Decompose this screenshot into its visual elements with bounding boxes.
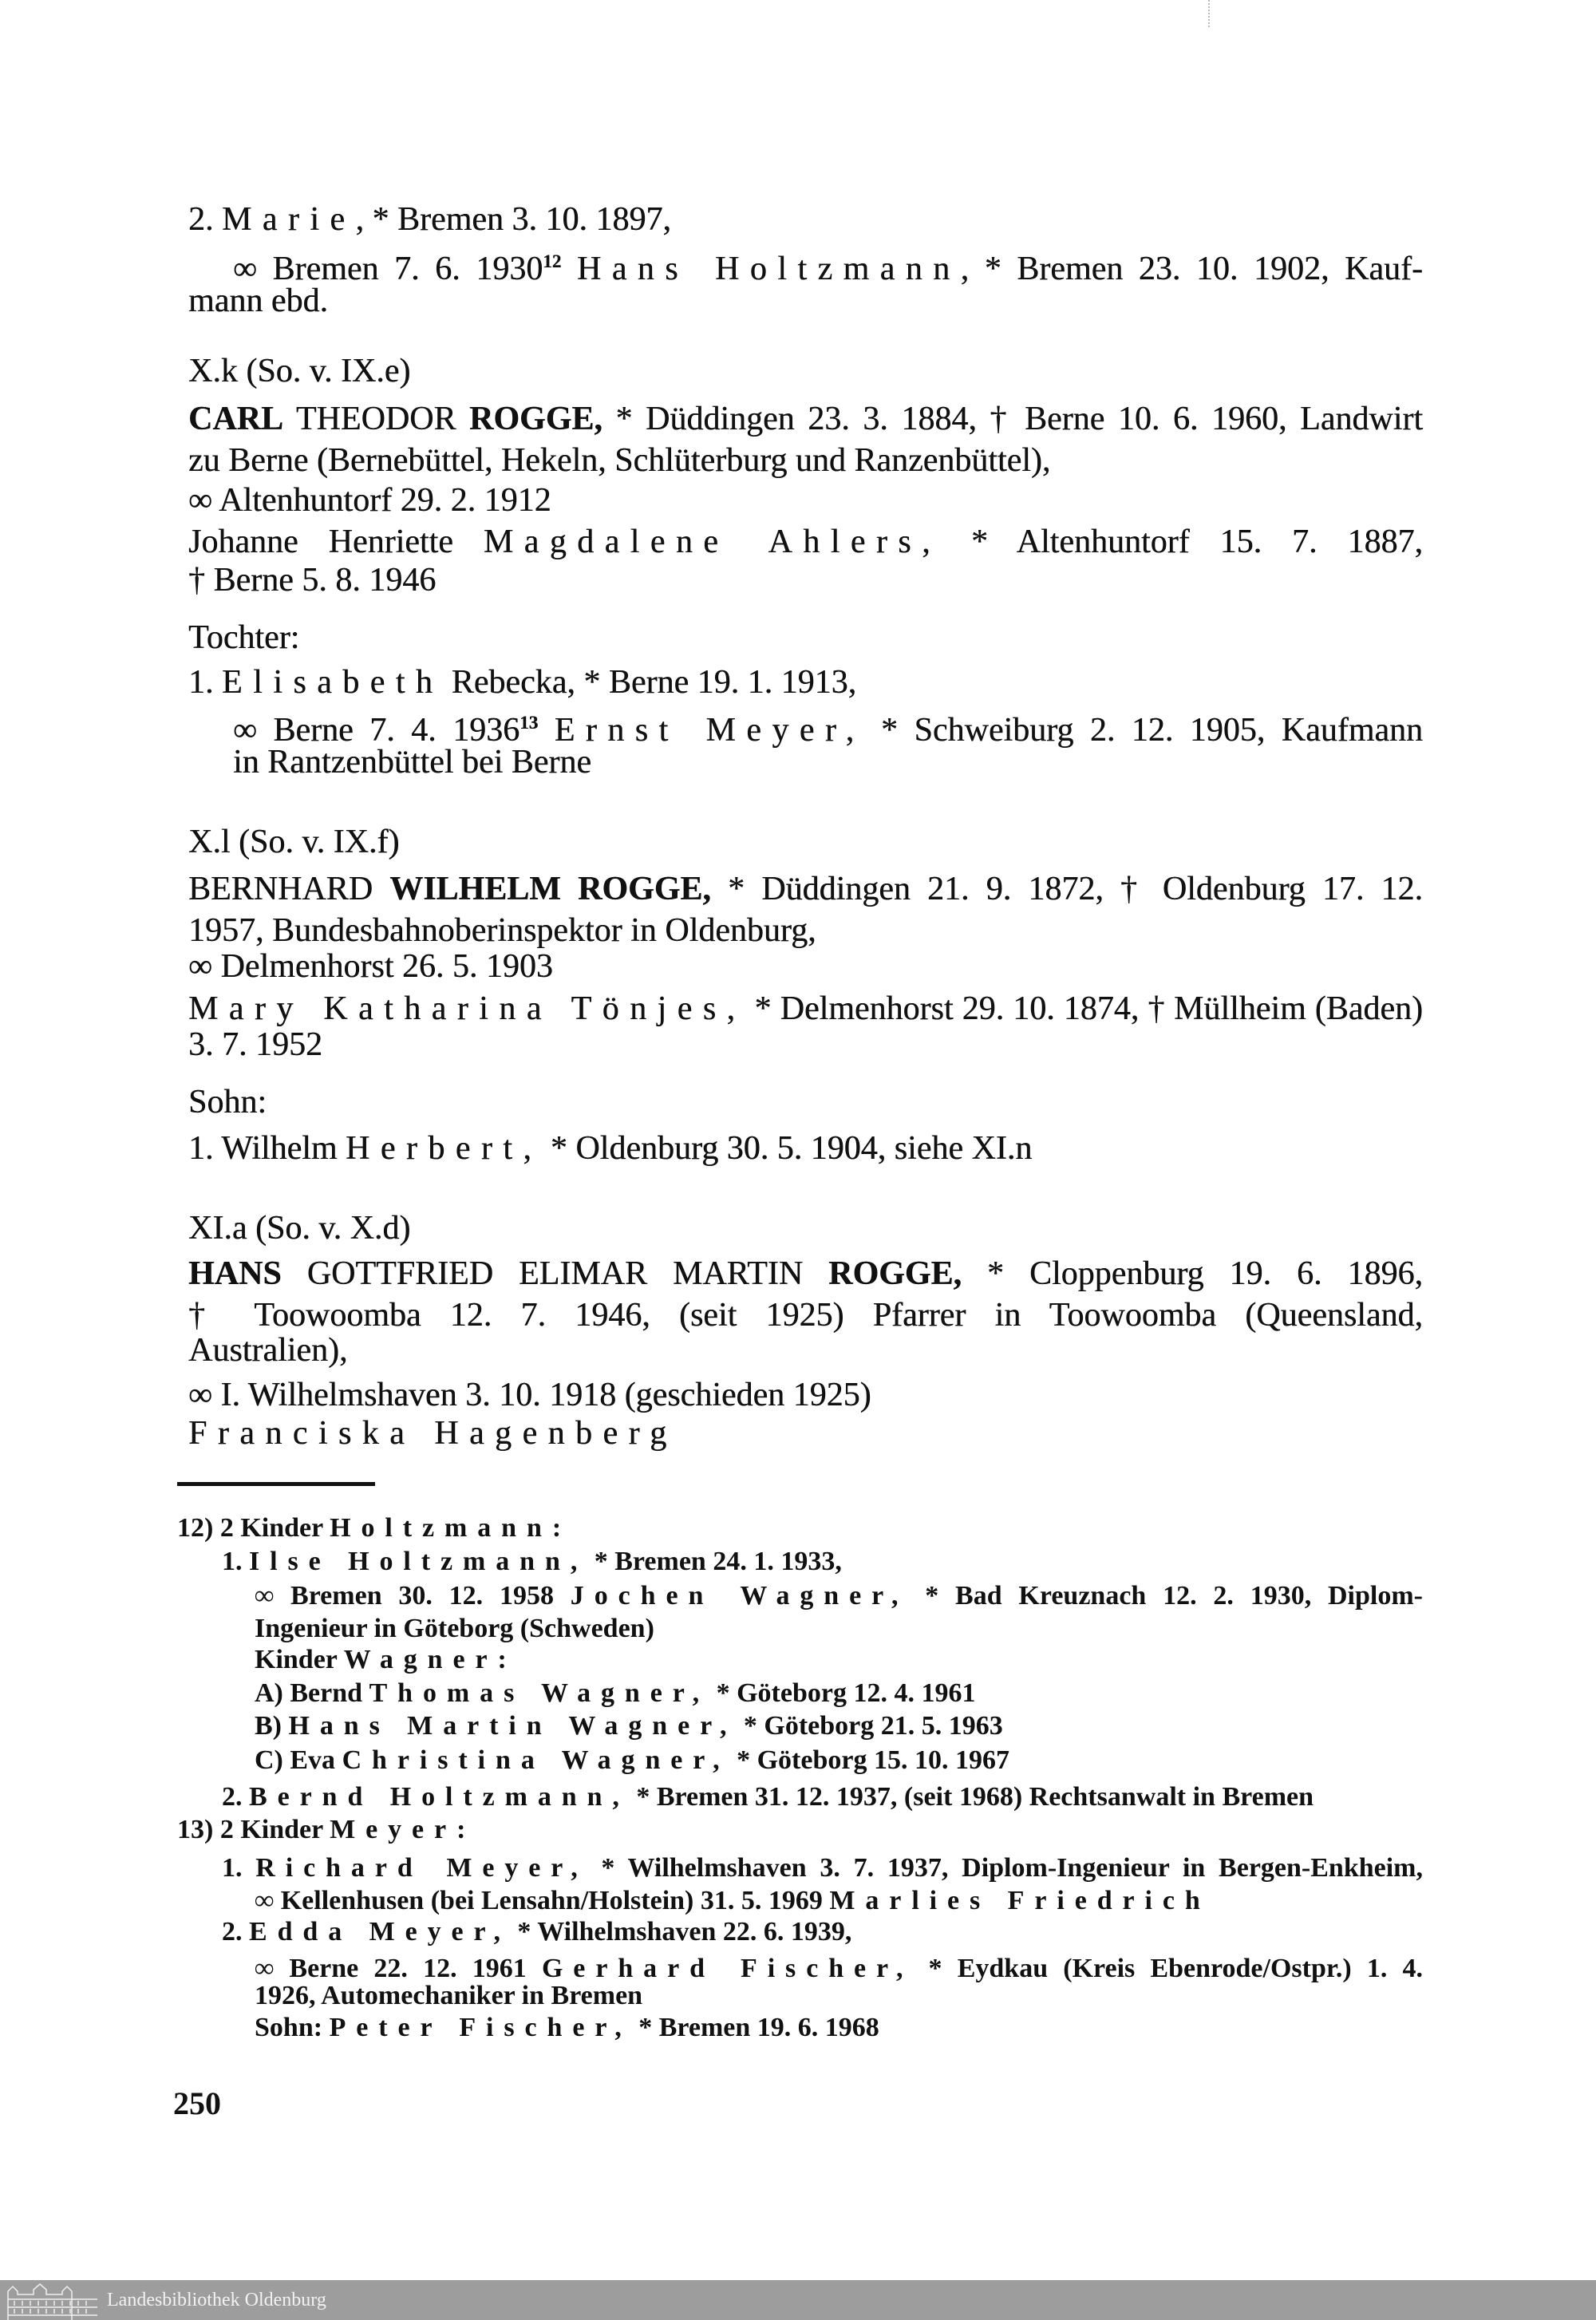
name-spaced: Holtzmann:: [330, 1513, 572, 1543]
text-segment: † Berne 5. 8. 1946: [188, 562, 437, 599]
text-line: [188, 200, 671, 239]
name-bold: WILHELM ROGGE,: [389, 871, 711, 907]
text-line: [255, 1745, 1009, 1777]
text-segment: ∞ Bremen 30. 12. 1958: [255, 1581, 571, 1611]
text-line: [255, 1613, 654, 1645]
text-segment: 1. Wilhelm: [188, 1130, 346, 1167]
text-segment: * Bremen 24. 1. 1933,: [587, 1547, 842, 1576]
text-line: [188, 1254, 1423, 1294]
name-bold: HANS: [188, 1255, 282, 1292]
text-line: [177, 1814, 476, 1846]
name-spaced: Hans Martin Wagner,: [288, 1711, 737, 1741]
text-segment: ∞ Delmenhorst 26. 5. 1903: [188, 948, 553, 985]
text-line: [255, 1885, 1211, 1917]
footnote-separator: [177, 1482, 375, 1486]
text-segment: 12) 2 Kinder: [177, 1513, 330, 1543]
name-spaced: Jochen Wagner,: [570, 1581, 909, 1611]
name-spaced: Franciska Hagenberg: [188, 1415, 678, 1452]
name-spaced: Christina Wagner,: [342, 1745, 730, 1775]
library-building-icon: [6, 2283, 98, 2320]
page-number: 250: [173, 2085, 221, 2121]
text-line: [188, 618, 299, 658]
text-line: [188, 1208, 410, 1248]
text-segment: * Eydkau (Kreis Ebenrode/Ostpr.) 1. 4.: [913, 1954, 1423, 1983]
text-segment: mann ebd.: [188, 283, 328, 319]
name-bold: ROGGE,: [828, 1255, 962, 1292]
text-line: [188, 822, 399, 862]
text-segment: * Göteborg 15. 10. 1967: [729, 1745, 1009, 1775]
name-spaced: Mary Katharina Tönjes,: [188, 990, 746, 1027]
name-spaced: Gerhard Fischer,: [541, 1954, 914, 1983]
name-spaced: Herbert,: [346, 1130, 543, 1167]
text-segment: [561, 251, 577, 287]
text-segment: 1957, Bundesbahnoberinspektor in Oldenburg,: [188, 912, 816, 949]
text-segment: * Düddingen 23. 3. 1884, † Berne 10. 6. 1960, Landwirt: [602, 401, 1423, 437]
text-segment: 3. 7. 1952: [188, 1026, 322, 1063]
text-segment: A) Bernd: [255, 1678, 369, 1708]
text-line: [188, 399, 1423, 439]
name-spaced: Edda Meyer,: [249, 1917, 511, 1947]
text-line: [188, 560, 436, 600]
text-segment: * Bremen 19. 6. 1968: [631, 2013, 879, 2042]
name-spaced: Marlies Friedrich: [829, 1886, 1211, 1915]
text-segment: † Toowoomba 12. 7. 1946, (seit 1925) Pfarrer in Toowoomba (Queensland,: [188, 1297, 1423, 1334]
text-line: [188, 1128, 1032, 1168]
text-segment: Kinder: [255, 1645, 344, 1674]
name-spaced: Meyer:: [330, 1815, 476, 1844]
footnote-ref: 12: [543, 251, 562, 271]
text-line: [188, 989, 1423, 1029]
name-bold: ROGGE,: [469, 401, 602, 437]
text-line: [177, 1512, 571, 1544]
text-line: [188, 281, 328, 321]
text-segment: Johanne Henriette: [188, 524, 484, 560]
name-spaced: Magdalene Ahlers,: [483, 524, 942, 560]
text-line: [188, 662, 856, 702]
name-spaced: Richard Meyer,: [255, 1853, 588, 1883]
text-segment: 2.: [188, 201, 222, 238]
name-spaced: Thomas Wagner,: [369, 1678, 710, 1708]
text-segment: 1.: [222, 1853, 256, 1883]
library-footer-bar: [0, 2280, 1596, 2320]
text-segment: * Cloppenburg 19. 6. 1896,: [961, 1255, 1423, 1292]
text-segment: Sohn:: [188, 1084, 267, 1120]
text-segment: ∞ I. Wilhelmshaven 3. 10. 1918 (geschieden 1925): [188, 1377, 871, 1413]
text-segment: * Düddingen 21. 9. 1872, † Oldenburg 17. 12.: [710, 871, 1423, 907]
text-line: [233, 742, 591, 782]
text-segment: * Wilhelmshaven 22. 6. 1939,: [510, 1917, 852, 1947]
text-line: [188, 351, 410, 391]
text-line: [222, 1852, 1423, 1884]
text-line: [188, 947, 553, 986]
text-segment: BERNHARD: [188, 871, 390, 907]
text-segment: Ingenieur in Göteborg (Schweden): [255, 1614, 654, 1643]
text-segment: C) Eva: [255, 1745, 342, 1775]
text-segment: 2.: [222, 1917, 249, 1947]
text-segment: 2.: [222, 1782, 249, 1812]
footnote-ref: 13: [519, 712, 539, 733]
text-line: [255, 1580, 1423, 1612]
text-segment: X.l (So. v. IX.f): [188, 824, 400, 860]
text-line: [188, 1375, 871, 1415]
text-segment: B): [255, 1711, 289, 1741]
library-name: Landesbibliothek Oldenburg: [107, 2290, 326, 2310]
text-segment: * Oldenburg 30. 5. 1904, siehe XI.n: [542, 1130, 1033, 1167]
text-segment: zu Berne (Bernebüttel, Hekeln, Schlüterburg und Ranzenbüttel),: [188, 442, 1051, 479]
text-line: [255, 1644, 517, 1676]
text-segment: ∞ Berne 7. 4. 1936: [233, 712, 520, 749]
text-line: [188, 480, 551, 520]
text-line: [188, 522, 1423, 562]
name-spaced: Bernd Holtzmann,: [249, 1782, 630, 1812]
text-segment: ∞ Altenhuntorf 29. 2. 1912: [188, 482, 551, 519]
text-segment: 1926, Automechaniker in Bremen: [255, 1981, 643, 2010]
text-segment: THEODOR: [283, 401, 470, 437]
name-spaced: Wagner:: [343, 1645, 517, 1674]
text-segment: * Wilhelmshaven 3. 7. 1937, Diplom-Ingenieur in Bergen-Enkheim,: [587, 1853, 1424, 1883]
name-spaced: Hans Holtzmann: [576, 251, 961, 287]
text-line: [255, 1678, 975, 1709]
text-line: [188, 1082, 267, 1122]
text-segment: XI.a (So. v. X.d): [188, 1210, 411, 1247]
text-segment: , * Bremen 3. 10. 1897,: [355, 201, 671, 238]
text-segment: * Delmenhorst 29. 10. 1874, † Müllheim (Baden): [745, 990, 1423, 1027]
text-segment: ∞ Berne 22. 12. 1961: [255, 1954, 542, 1983]
text-segment: Sohn:: [255, 2013, 330, 2042]
text-segment: * Göteborg 12. 4. 1961: [709, 1678, 976, 1708]
text-segment: Tochter:: [188, 619, 300, 656]
text-segment: * Schweiburg 2. 12. 1905, Kaufmann: [864, 712, 1424, 749]
text-line: [188, 869, 1423, 909]
text-line: [222, 1781, 1314, 1813]
text-segment: GOTTFRIED ELIMAR MARTIN: [281, 1255, 829, 1292]
text-segment: ∞ Bremen 7. 6. 1930: [233, 251, 543, 287]
text-segment: * Altenhuntorf 15. 7. 1887,: [941, 524, 1423, 560]
text-segment: * Bremen 31. 12. 1937, (seit 1968) Rechtsanwalt in Bremen: [629, 1782, 1314, 1812]
scan-edge-mark: [1208, 0, 1211, 27]
text-segment: 1.: [222, 1547, 249, 1576]
text-segment: * Göteborg 21. 5. 1963: [737, 1711, 1003, 1741]
text-line: [188, 1413, 678, 1453]
text-line: [188, 1295, 1423, 1335]
name-bold: CARL: [188, 401, 284, 437]
text-line: [188, 911, 816, 951]
text-segment: ∞ Kellenhusen (bei Lensahn/Holstein) 31. 5. 1969: [255, 1886, 830, 1915]
text-segment: * Bad Kreuznach 12. 2. 1930, Diplom-: [908, 1581, 1423, 1611]
text-line: [255, 1980, 642, 2012]
text-line: [188, 441, 1050, 480]
text-segment: Rebecka, * Berne 19. 1. 1913,: [443, 664, 857, 701]
text-segment: 13) 2 Kinder: [177, 1815, 330, 1844]
text-line: [255, 2012, 879, 2044]
text-line: [222, 1916, 851, 1948]
name-spaced: Marie: [222, 201, 356, 238]
text-line: [255, 1710, 1003, 1742]
text-segment: , * Bremen 23. 10. 1902, Kauf-: [960, 251, 1423, 287]
text-line: [188, 1330, 347, 1370]
name-spaced: Elisabeth: [222, 664, 444, 701]
text-line: [233, 241, 1423, 289]
name-spaced: Ilse Holtzmann,: [249, 1547, 588, 1576]
text-line: [222, 1546, 842, 1578]
text-segment: Australien),: [188, 1332, 348, 1369]
name-spaced: Peter Fischer,: [329, 2013, 632, 2042]
text-segment: in Rantzenbüttel bei Berne: [233, 744, 592, 781]
text-segment: 1.: [188, 664, 222, 701]
name-spaced: Ernst Meyer,: [554, 712, 865, 749]
text-line: [188, 1025, 322, 1065]
text-segment: X.k (So. v. IX.e): [188, 353, 411, 389]
